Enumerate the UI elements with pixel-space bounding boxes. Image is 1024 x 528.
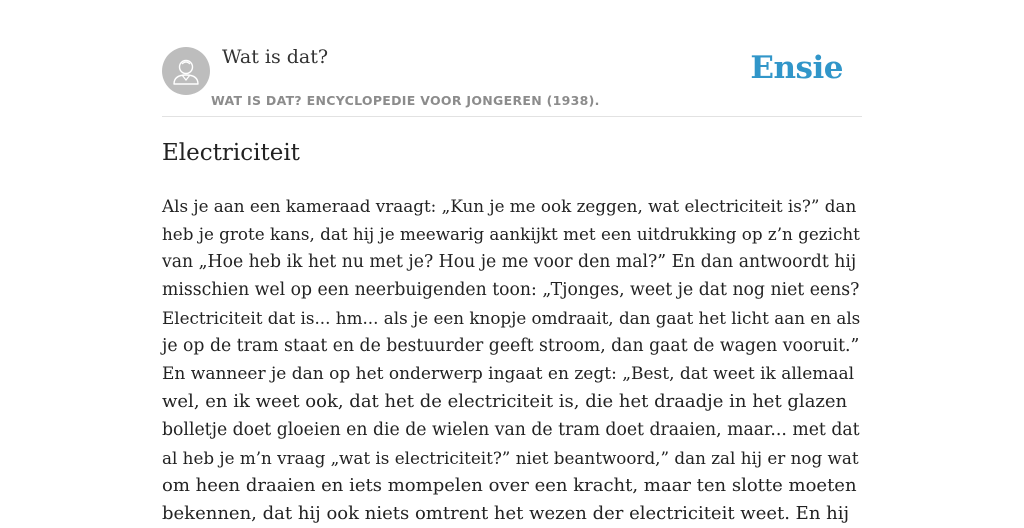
article-line: al heb je m’n vraag „wat is electriciteit?” niet beantwoord,” dan zal hij er nog wat (162, 448, 859, 468)
article-line: misschien wel op een neerbuigenden toon: „Tjonges, weet je dat nog niet eens? (162, 280, 860, 300)
article-line: om heen draaien en iets mompelen over een kracht, maar ten slotte moeten (162, 475, 857, 496)
article-line: Electriciteit dat is... hm... als je een knopje omdraait, dan gaat het licht aan en als (162, 308, 861, 328)
article-title: Electriciteit (162, 140, 300, 166)
article-line: van „Hoe heb ik het nu met je? Hou je me voor den mal?” En dan antwoordt hij (162, 252, 857, 272)
article-line: wel, en ik weet ook, dat het de electriciteit is, die het draadje in het glazen (162, 391, 848, 412)
article-line: je op de tram staat en de bestuurder geeft stroom, dan gaat de wagen vooruit.” (162, 336, 860, 356)
content-container (162, 0, 862, 524)
source-subtitle[interactable]: WAT IS DAT? ENCYCLOPEDIE VOOR JONGEREN (1938). (211, 93, 600, 108)
brand-logo[interactable]: Ensie (750, 50, 843, 86)
article-line: heb je grote kans, dat hij je meewarig aankijkt met een uitdrukking op z’n gezicht (162, 224, 860, 244)
source-header (162, 0, 862, 117)
article-line: bekennen, dat hij ook niets omtrent het wezen der electriciteit weet. En hij (162, 503, 850, 524)
article-line: bolletje doet gloeien en die de wielen van de tram doet draaien, maar... met dat (162, 420, 860, 440)
source-title[interactable]: Wat is dat? (222, 46, 329, 68)
article-body (162, 192, 862, 528)
article-line: Als je aan een kameraad vraagt: „Kun je me ook zeggen, wat electriciteit is?” dan (162, 196, 857, 216)
source-avatar[interactable] (162, 47, 210, 95)
article-line: En wanneer je dan op het onderwerp ingaat en zegt: „Best, dat weet ik allemaal (162, 364, 855, 384)
user-icon (162, 47, 210, 95)
